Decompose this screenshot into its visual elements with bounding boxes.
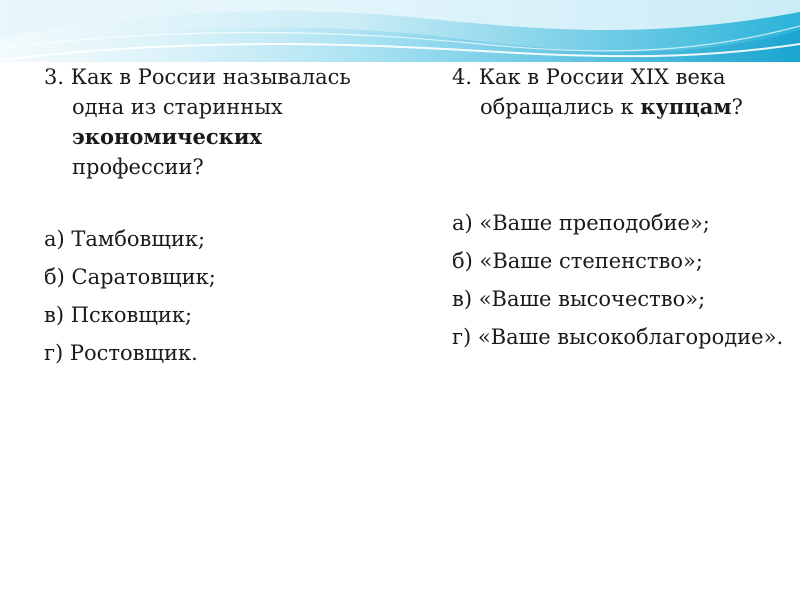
- question-3-options: [44, 224, 384, 368]
- option-d: г) Ростовщик.: [44, 341, 198, 365]
- question-3-column: [44, 62, 384, 376]
- question-3: [44, 62, 384, 182]
- question-4-text-start: 4. Как в России XIX века обращались к: [452, 65, 726, 119]
- question-4: [452, 62, 792, 122]
- question-3-emphasis: экономических: [72, 124, 262, 149]
- option-a: а) Тамбовщик;: [44, 227, 206, 251]
- decorative-wave-banner: [0, 0, 800, 70]
- question-4-text-end: ?: [731, 95, 743, 119]
- question-4-emphasis: купцам: [640, 94, 732, 119]
- option-c: в) «Ваше высочество»;: [452, 287, 706, 311]
- question-4-options: [452, 208, 792, 352]
- option-c: в) Псковщик;: [44, 303, 193, 327]
- option-b: б) «Ваше степенство»;: [452, 249, 703, 273]
- question-3-text-end: профессии?: [72, 155, 204, 179]
- question-3-text-start: 3. Как в России называлась одна из старинных: [44, 65, 351, 119]
- option-a: а) «Ваше преподобие»;: [452, 211, 710, 235]
- option-d: г) «Ваше высокоблагородие».: [452, 325, 784, 349]
- question-4-column: [452, 62, 792, 360]
- option-b: б) Саратовщик;: [44, 265, 216, 289]
